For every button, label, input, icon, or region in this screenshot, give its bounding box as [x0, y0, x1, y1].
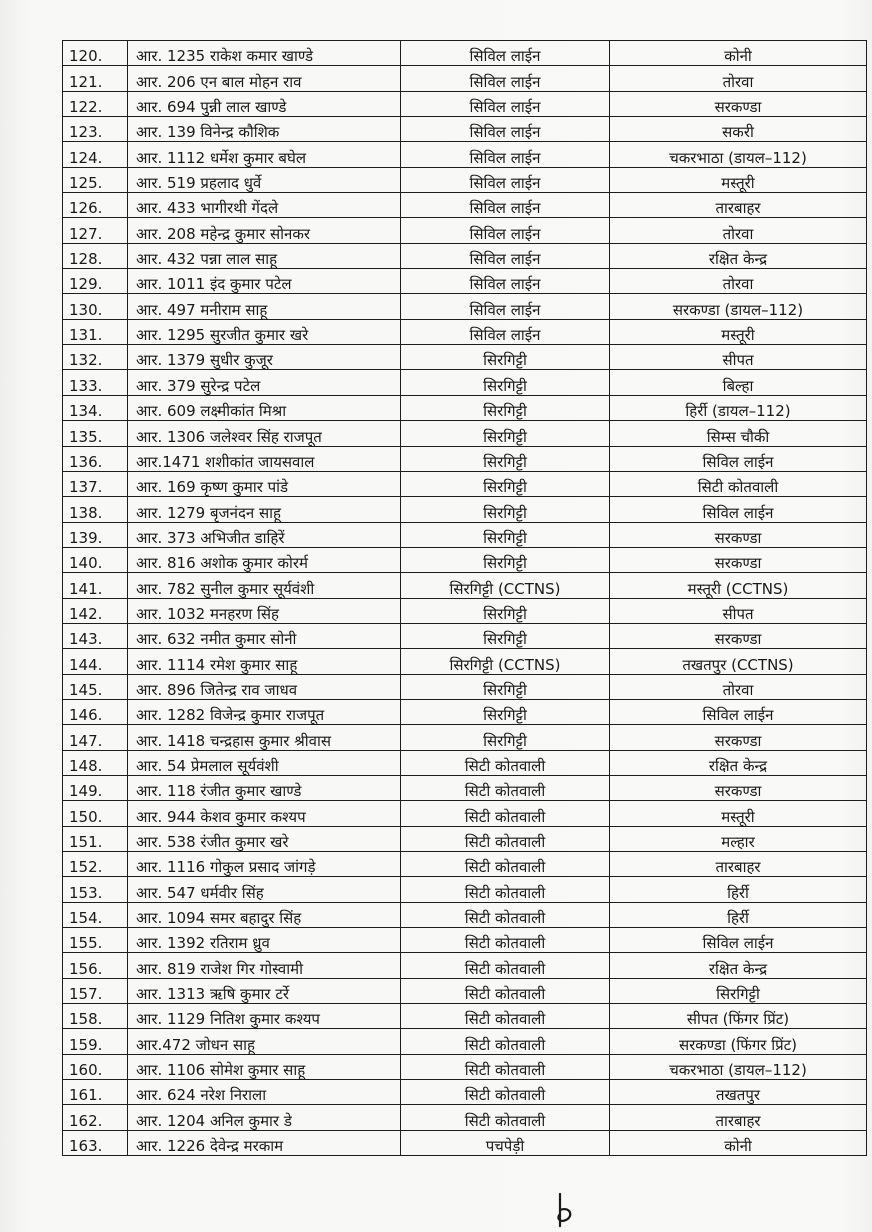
new-posting: सीपत: [610, 598, 867, 623]
current-station: सिटी कोतवाली: [401, 1105, 610, 1130]
current-station: सिटी कोतवाली: [401, 750, 610, 775]
row-number: 139.: [63, 522, 128, 547]
table-row: [63, 370, 867, 395]
officer-name: आर. 547 धर्मवीर सिंह: [128, 877, 401, 902]
new-posting: तोरवा: [610, 269, 867, 294]
table-row: [63, 801, 867, 826]
officer-name: आर. 624 नरेश निराला: [128, 1080, 401, 1105]
officer-name: आर. 896 जितेन्द्र राव जाधव: [128, 674, 401, 699]
current-station: सिरगिट्टी: [401, 370, 610, 395]
officer-name: आर. 816 अशोक कुमार कोरर्म: [128, 547, 401, 572]
officer-name: आर. 519 प्रहलाद धुर्वे: [128, 167, 401, 192]
new-posting: सीपत: [610, 345, 867, 370]
new-posting: सकरी: [610, 117, 867, 142]
new-posting: कोनी: [610, 1130, 867, 1155]
roster-body: [63, 41, 867, 1156]
current-station: सिरगिट्टी: [401, 699, 610, 724]
table-row: [63, 699, 867, 724]
table-row: [63, 193, 867, 218]
officer-name: आर. 1112 धर्मेश कुमार बघेल: [128, 142, 401, 167]
row-number: 146.: [63, 699, 128, 724]
row-number: 158.: [63, 1004, 128, 1029]
row-number: 130.: [63, 294, 128, 319]
row-number: 120.: [63, 41, 128, 66]
table-row: [63, 547, 867, 572]
new-posting: सिविल लाईन: [610, 928, 867, 953]
current-station: पचपेड़ी: [401, 1130, 610, 1155]
officer-name: आर. 1011 इंद कुमार पटेल: [128, 269, 401, 294]
new-posting: रक्षित केन्द्र: [610, 243, 867, 268]
table-row: [63, 1080, 867, 1105]
officer-name: आर. 432 पन्ना लाल साहू: [128, 243, 401, 268]
current-station: सिविल लाईन: [401, 294, 610, 319]
current-station: सिविल लाईन: [401, 193, 610, 218]
table-row: [63, 725, 867, 750]
new-posting: सरकण्डा: [610, 623, 867, 648]
officer-name: आर. 1106 सोमेश कुमार साहू: [128, 1054, 401, 1079]
officer-name: आर.472 जोधन साहू: [128, 1029, 401, 1054]
current-station: सिटी कोतवाली: [401, 775, 610, 800]
current-station: सिविल लाईन: [401, 91, 610, 116]
officer-name: आर. 433 भागीरथी गेंदले: [128, 193, 401, 218]
officer-name: आर. 1418 चन्द्रहास कुमार श्रीवास: [128, 725, 401, 750]
officer-name: आर. 118 रंजीत कुमार खाण्डे: [128, 775, 401, 800]
row-number: 132.: [63, 345, 128, 370]
officer-name: आर. 379 सुरेन्द्र पटेल: [128, 370, 401, 395]
table-row: [63, 142, 867, 167]
row-number: 161.: [63, 1080, 128, 1105]
new-posting: सिरगिट्टी: [610, 978, 867, 1003]
new-posting: सरकण्डा (फिंगर प्रिंट): [610, 1029, 867, 1054]
officer-name: आर. 1379 सुधीर कुजूर: [128, 345, 401, 370]
current-station: सिरगिट्टी: [401, 497, 610, 522]
table-row: [63, 623, 867, 648]
table-row: [63, 1105, 867, 1130]
table-row: [63, 91, 867, 116]
new-posting: मस्तूरी: [610, 319, 867, 344]
officer-name: आर. 609 लक्ष्मीकांत मिश्रा: [128, 395, 401, 420]
current-station: सिटी कोतवाली: [401, 928, 610, 953]
current-station: सिटी कोतवाली: [401, 801, 610, 826]
new-posting: मल्हार: [610, 826, 867, 851]
current-station: सिविल लाईन: [401, 319, 610, 344]
new-posting: सरकण्डा: [610, 547, 867, 572]
new-posting: रक्षित केन्द्र: [610, 953, 867, 978]
officer-name: आर. 1392 रतिराम ध्रुव: [128, 928, 401, 953]
current-station: सिरगिट्टी: [401, 547, 610, 572]
new-posting: तोरवा: [610, 674, 867, 699]
current-station: सिरगिट्टी: [401, 674, 610, 699]
row-number: 162.: [63, 1105, 128, 1130]
officer-name: आर. 139 विनेन्द्र कौशिक: [128, 117, 401, 142]
new-posting: तखतपुर (CCTNS): [610, 649, 867, 674]
current-station: सिविल लाईन: [401, 218, 610, 243]
row-number: 121.: [63, 66, 128, 91]
current-station: सिटी कोतवाली: [401, 1029, 610, 1054]
row-number: 125.: [63, 167, 128, 192]
current-station: सिविल लाईन: [401, 142, 610, 167]
new-posting: तारबाहर: [610, 193, 867, 218]
current-station: सिरगिट्टी: [401, 395, 610, 420]
table-row: [63, 775, 867, 800]
table-row: [63, 269, 867, 294]
current-station: सिटी कोतवाली: [401, 902, 610, 927]
row-number: 126.: [63, 193, 128, 218]
table-row: [63, 1130, 867, 1155]
row-number: 148.: [63, 750, 128, 775]
new-posting: रक्षित केन्द्र: [610, 750, 867, 775]
table-row: [63, 1054, 867, 1079]
table-row: [63, 674, 867, 699]
new-posting: तखतपुर: [610, 1080, 867, 1105]
new-posting: तारबाहर: [610, 852, 867, 877]
table-row: [63, 345, 867, 370]
current-station: सिरगिट्टी (CCTNS): [401, 573, 610, 598]
table-row: [63, 598, 867, 623]
row-number: 129.: [63, 269, 128, 294]
row-number: 143.: [63, 623, 128, 648]
new-posting: सरकण्डा: [610, 522, 867, 547]
new-posting: चकरभाठा (डायल–112): [610, 1054, 867, 1079]
row-number: 151.: [63, 826, 128, 851]
current-station: सिरगिट्टी: [401, 725, 610, 750]
officer-name: आर. 819 राजेश गिर गोस्वामी: [128, 953, 401, 978]
current-station: सिरगिट्टी: [401, 598, 610, 623]
table-row: [63, 243, 867, 268]
table-row: [63, 902, 867, 927]
current-station: सिरगिट्टी: [401, 471, 610, 496]
table-row: [63, 649, 867, 674]
row-number: 138.: [63, 497, 128, 522]
current-station: सिरगिट्टी: [401, 446, 610, 471]
current-station: सिविल लाईन: [401, 243, 610, 268]
new-posting: सिम्स चौकी: [610, 421, 867, 446]
new-posting: मस्तूरी: [610, 801, 867, 826]
current-station: सिविल लाईन: [401, 66, 610, 91]
new-posting: सरकण्डा: [610, 775, 867, 800]
current-station: सिविल लाईन: [401, 117, 610, 142]
new-posting: हिर्री: [610, 902, 867, 927]
table-row: [63, 471, 867, 496]
current-station: सिटी कोतवाली: [401, 1080, 610, 1105]
row-number: 155.: [63, 928, 128, 953]
row-number: 124.: [63, 142, 128, 167]
new-posting: तारबाहर: [610, 1105, 867, 1130]
new-posting: हिर्री (डायल–112): [610, 395, 867, 420]
row-number: 122.: [63, 91, 128, 116]
new-posting: सरकण्डा: [610, 725, 867, 750]
new-posting: सीपत (फिंगर प्रिंट): [610, 1004, 867, 1029]
row-number: 136.: [63, 446, 128, 471]
table-row: [63, 218, 867, 243]
row-number: 150.: [63, 801, 128, 826]
officer-name: आर. 1295 सुरजीत कुमार खरे: [128, 319, 401, 344]
new-posting: चकरभाठा (डायल–112): [610, 142, 867, 167]
officer-name: आर. 1282 विजेन्द्र कुमार राजपूत: [128, 699, 401, 724]
current-station: सिटी कोतवाली: [401, 852, 610, 877]
row-number: 156.: [63, 953, 128, 978]
row-number: 145.: [63, 674, 128, 699]
row-number: 133.: [63, 370, 128, 395]
table-row: [63, 826, 867, 851]
row-number: 123.: [63, 117, 128, 142]
current-station: सिरगिट्टी: [401, 421, 610, 446]
officer-name: आर. 1114 रमेश कुमार साहू: [128, 649, 401, 674]
table-row: [63, 573, 867, 598]
officer-name: आर. 1279 बृजनंदन साहू: [128, 497, 401, 522]
officer-name: आर. 1032 मनहरण सिंह: [128, 598, 401, 623]
table-row: [63, 750, 867, 775]
row-number: 152.: [63, 852, 128, 877]
table-row: [63, 41, 867, 66]
new-posting: कोनी: [610, 41, 867, 66]
current-station: सिरगिट्टी (CCTNS): [401, 649, 610, 674]
officer-name: आर. 1204 अनिल कुमार डे: [128, 1105, 401, 1130]
officer-name: आर. 1313 ऋषि कुमार टर्रे: [128, 978, 401, 1003]
table-row: [63, 117, 867, 142]
table-row: [63, 446, 867, 471]
row-number: 127.: [63, 218, 128, 243]
row-number: 135.: [63, 421, 128, 446]
table-row: [63, 66, 867, 91]
new-posting: सिविल लाईन: [610, 446, 867, 471]
table-row: [63, 497, 867, 522]
row-number: 140.: [63, 547, 128, 572]
officer-name: आर. 944 केशव कुमार कश्यप: [128, 801, 401, 826]
officer-name: आर. 1306 जलेश्वर सिंह राजपूत: [128, 421, 401, 446]
new-posting: हिर्री: [610, 877, 867, 902]
new-posting: मस्तूरी: [610, 167, 867, 192]
officer-name: आर. 1129 नितिश कुमार कश्यप: [128, 1004, 401, 1029]
row-number: 157.: [63, 978, 128, 1003]
table-row: [63, 1029, 867, 1054]
current-station: सिविल लाईन: [401, 167, 610, 192]
table-row: [63, 522, 867, 547]
table-row: [63, 1004, 867, 1029]
officer-name: आर. 1094 समर बहादुर सिंह: [128, 902, 401, 927]
officer-name: आर. 1235 राकेश कमार खाण्डे: [128, 41, 401, 66]
row-number: 149.: [63, 775, 128, 800]
new-posting: सिटी कोतवाली: [610, 471, 867, 496]
current-station: सिटी कोतवाली: [401, 877, 610, 902]
table-row: [63, 953, 867, 978]
table-row: [63, 167, 867, 192]
current-station: सिटी कोतवाली: [401, 978, 610, 1003]
row-number: 128.: [63, 243, 128, 268]
officer-name: आर. 373 अभिजीत डाहिरें: [128, 522, 401, 547]
table-row: [63, 319, 867, 344]
officer-name: आर. 538 रंजीत कुमार खरे: [128, 826, 401, 851]
current-station: सिटी कोतवाली: [401, 1004, 610, 1029]
table-row: [63, 421, 867, 446]
officer-name: आर. 169 कृष्ण कुमार पांडे: [128, 471, 401, 496]
current-station: सिरगिट्टी: [401, 345, 610, 370]
row-number: 153.: [63, 877, 128, 902]
officer-name: आर. 208 महेन्द्र कुमार सोनकर: [128, 218, 401, 243]
officer-name: आर. 497 मनीराम साहू: [128, 294, 401, 319]
new-posting: मस्तूरी (CCTNS): [610, 573, 867, 598]
row-number: 142.: [63, 598, 128, 623]
new-posting: तोरवा: [610, 218, 867, 243]
new-posting: सिविल लाईन: [610, 699, 867, 724]
row-number: 160.: [63, 1054, 128, 1079]
row-number: 134.: [63, 395, 128, 420]
current-station: सिरगिट्टी: [401, 522, 610, 547]
officer-name: आर. 1226 देवेन्द्र मरकाम: [128, 1130, 401, 1155]
table-row: [63, 978, 867, 1003]
row-number: 159.: [63, 1029, 128, 1054]
row-number: 154.: [63, 902, 128, 927]
row-number: 163.: [63, 1130, 128, 1155]
transfer-roster-table: [62, 40, 867, 1156]
signature-mark: [548, 1192, 578, 1228]
new-posting: तोरवा: [610, 66, 867, 91]
row-number: 141.: [63, 573, 128, 598]
row-number: 131.: [63, 319, 128, 344]
table-row: [63, 395, 867, 420]
new-posting: बिल्हा: [610, 370, 867, 395]
officer-name: आर. 206 एन बाल मोहन राव: [128, 66, 401, 91]
row-number: 144.: [63, 649, 128, 674]
table-row: [63, 852, 867, 877]
table-row: [63, 928, 867, 953]
officer-name: आर. 694 पुन्नी लाल खाण्डे: [128, 91, 401, 116]
current-station: सिटी कोतवाली: [401, 953, 610, 978]
current-station: सिविल लाईन: [401, 41, 610, 66]
new-posting: सिविल लाईन: [610, 497, 867, 522]
current-station: सिविल लाईन: [401, 269, 610, 294]
officer-name: आर. 54 प्रेमलाल सूर्यवंशी: [128, 750, 401, 775]
current-station: सिटी कोतवाली: [401, 826, 610, 851]
new-posting: सरकण्डा (डायल–112): [610, 294, 867, 319]
current-station: सिटी कोतवाली: [401, 1054, 610, 1079]
officer-name: आर. 632 नमीत कुमार सोनी: [128, 623, 401, 648]
current-station: सिरगिट्टी: [401, 623, 610, 648]
row-number: 147.: [63, 725, 128, 750]
table-row: [63, 877, 867, 902]
officer-name: आर. 782 सुनील कुमार सूर्यवंशी: [128, 573, 401, 598]
row-number: 137.: [63, 471, 128, 496]
officer-name: आर.1471 शशीकांत जायसवाल: [128, 446, 401, 471]
table-row: [63, 294, 867, 319]
officer-name: आर. 1116 गोकुल प्रसाद जांगड़े: [128, 852, 401, 877]
new-posting: सरकण्डा: [610, 91, 867, 116]
